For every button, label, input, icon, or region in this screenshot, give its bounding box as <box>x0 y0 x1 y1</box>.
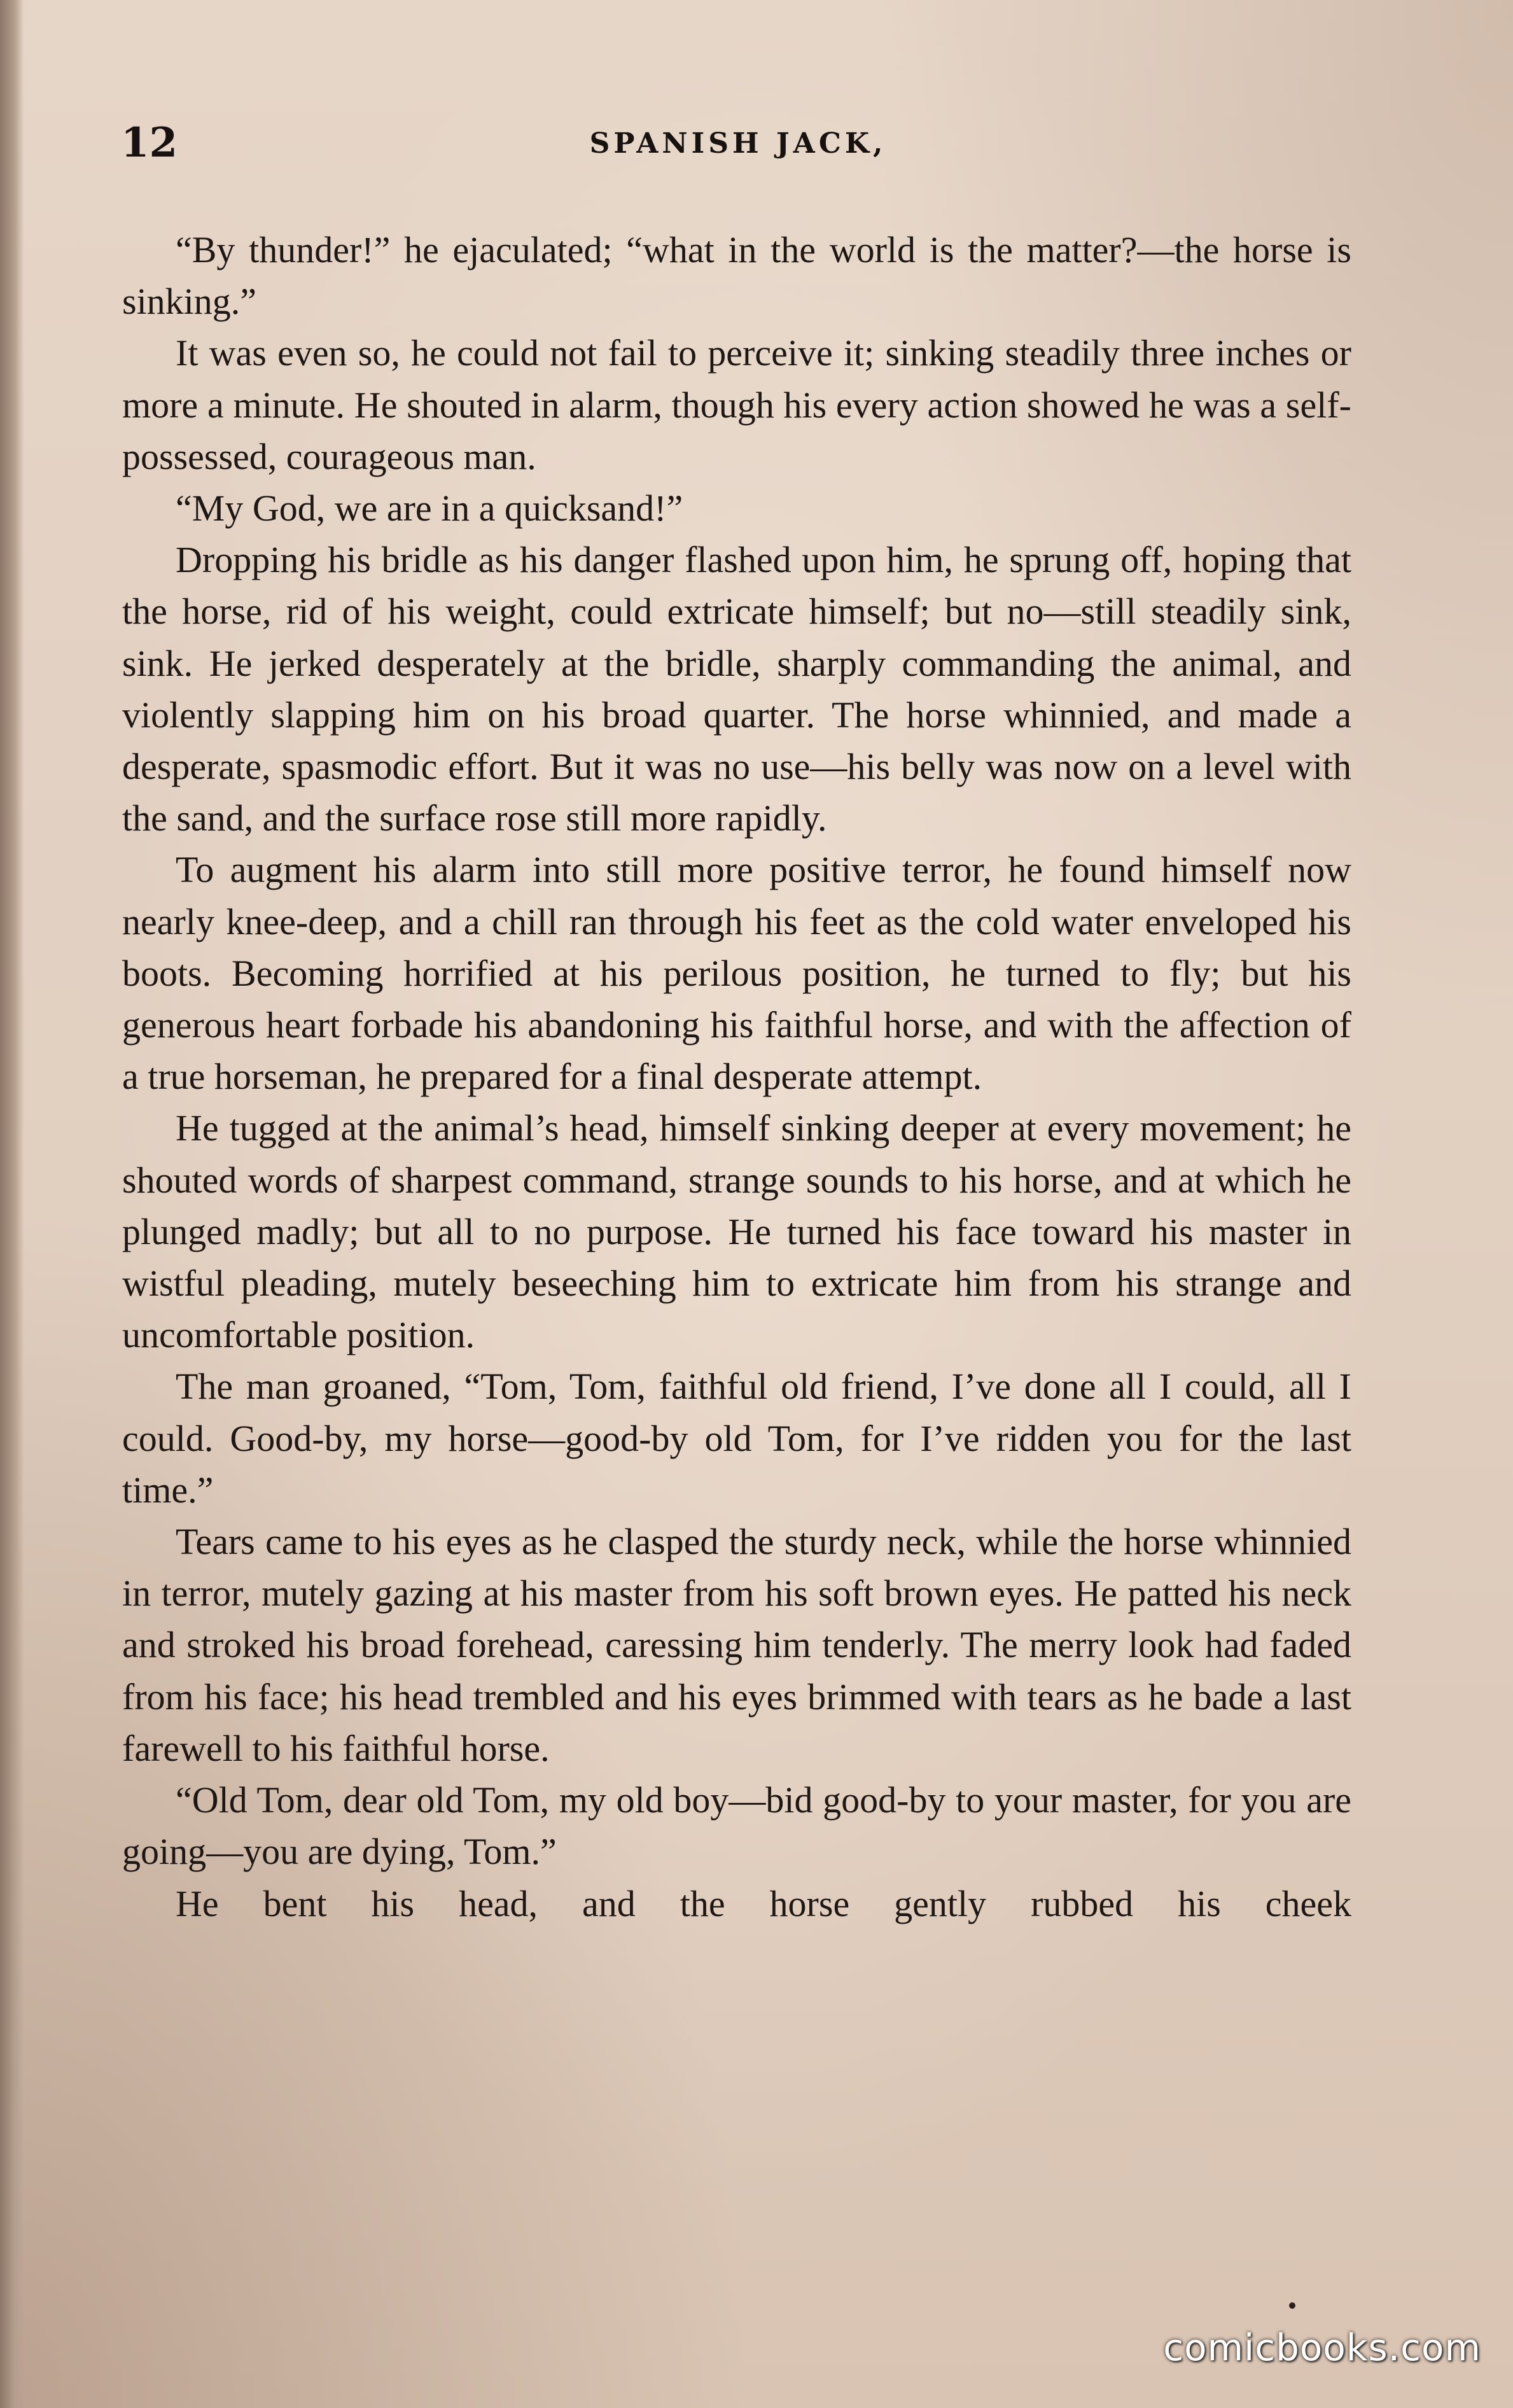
ink-dot <box>1289 2302 1295 2309</box>
watermark: comicbooks.com <box>1163 2326 1481 2369</box>
paragraph-9: “Old Tom, dear old Tom, my old boy—bid good-by to your master, for you are going—you are dying, Tom.” <box>122 1779 1351 1873</box>
paragraph-4: Dropping his bridle as his danger flashed upon him, he sprung off, hoping that the horse, rid of his weight, could extricate himself; but no—still steadily sink, sink. He jerked desperately at the bridle, sharply commanding the animal, and violently slapping him on his broad quarter. The horse whinnied, and made a desperate, spasmodic effort. But it was no use—his belly was now on a level with the sand, and the surface rose still more rapidly. <box>122 539 1351 839</box>
paragraph-8: Tears came to his eyes as he clasped the sturdy neck, while the horse whinnied in terror, mutely gazing at his master from his soft brown eyes. He patted his neck and stroked his broad forehead, caressing him tenderly. The merry look had faded from his face; his head trembled and his eyes brimmed with tears as he bade a last farewell to his faithful horse. <box>122 1521 1351 1769</box>
running-title: SPANISH JACK, <box>589 127 887 160</box>
page-binding-edge <box>0 0 24 2408</box>
paragraph-1: “By thunder!” he ejaculated; “what in the world is the matter?—the horse is sinking.” <box>122 229 1351 323</box>
page-number: 12 <box>121 119 178 167</box>
paragraph-10: He bent his head, and the horse gently rubbed his cheek <box>176 1882 1351 1924</box>
paragraph-3: “My God, we are in a quicksand!” <box>176 487 683 529</box>
body-text <box>122 224 1351 1929</box>
paragraph-5: To augment his alarm into still more positive terror, he found himself now nearly knee-deep, and a chill ran through his feet as the cold water enveloped his boots. Becoming horrified at his perilous position, he turned to fly; but his generous heart forbade his abandoning his faithful horse, and with the affection of a true horseman, he prepared for a final desperate attempt. <box>122 849 1351 1098</box>
running-head <box>121 121 1355 165</box>
paragraph-7: The man groaned, “Tom, Tom, faithful old friend, I’ve done all I could, all I could. Good-by, my horse—good-by old Tom, for I’ve ridden you for the last time.” <box>122 1366 1351 1511</box>
paragraph-2: It was even so, he could not fail to perceive it; sinking steadily three inches or more a minute. He shouted in alarm, though his every action showed he was a self-possessed, courageous man. <box>122 332 1351 477</box>
paragraph-6: He tugged at the animal’s head, himself sinking deeper at every movement; he shouted words of sharpest command, strange sounds to his horse, and at which he plunged madly; but all to no purpose. He turned his face toward his master in wistful pleading, mutely beseeching him to extricate him from his strange and uncomfortable position. <box>122 1107 1351 1356</box>
